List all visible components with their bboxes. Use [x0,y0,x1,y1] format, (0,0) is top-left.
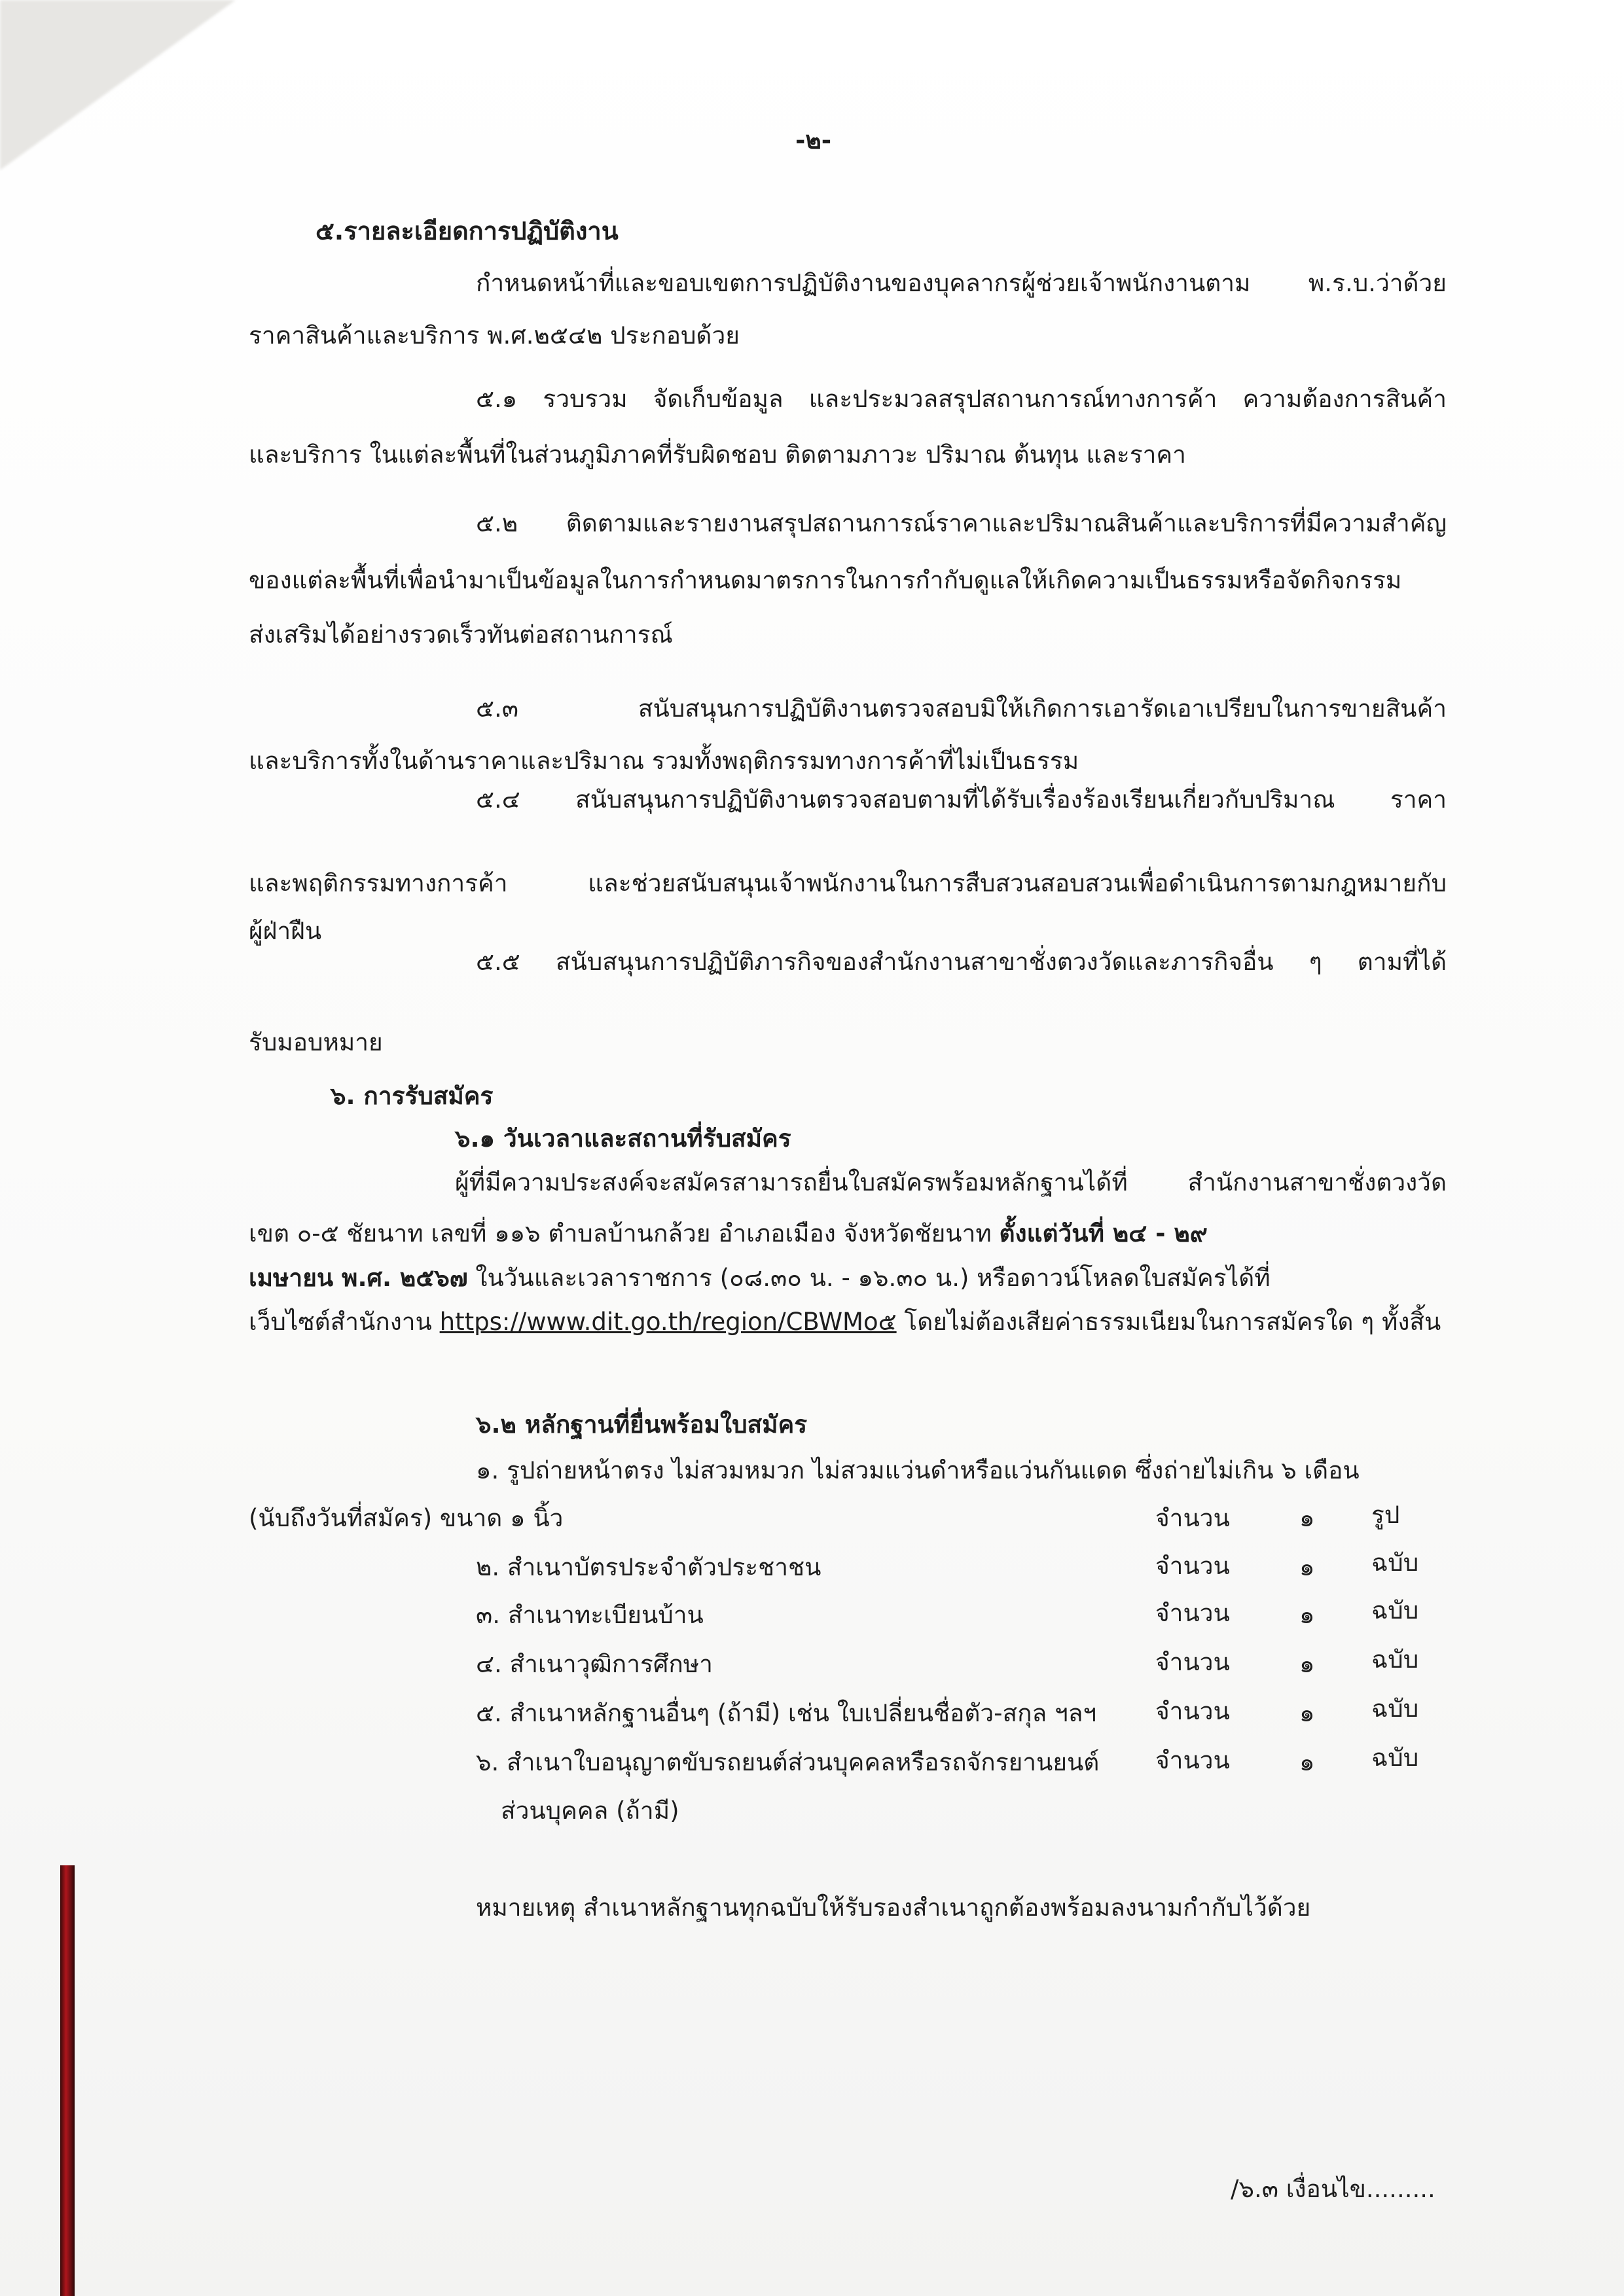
document-qty: ๑ [1299,1601,1315,1629]
document-qty: ๑ [1299,1699,1315,1727]
section-6-1-line4 [249,1306,1441,1338]
section-6-1-line3 [249,1262,1271,1295]
application-date-range: ตั้งแต่วันที่ ๒๔ - ๒๙ [999,1219,1208,1247]
document-qty: ๑ [1299,1504,1315,1532]
fee-note-text: โดยไม่ต้องเสียค่าธรรมเนียมในการสมัครใด ๆ ทั้งสิ้น [896,1308,1441,1336]
item-5-4-line3: ผู้ฝ่าฝืน [249,917,322,945]
document-item-text: ๒. สำเนาบัตรประจำตัวประชาชน [476,1553,821,1581]
office-hours-text: ในวันและเวลาราชการ (๐๘.๓๐ น. - ๑๖.๓๐ น.) หรือดาวน์โหลดใบสมัครได้ที่ [467,1264,1271,1292]
document-item-text: ๕. สำเนาหลักฐานอื่นๆ (ถ้ามี) เช่น ใบเปลี่ยนชื่อตัว-สกุล ฯลฯ [476,1699,1097,1727]
section-6-1-line1: ผู้ที่มีความประสงค์จะสมัครสามารถยื่นใบสมัครพร้อมหลักฐานได้ที่ สำนักงานสาขาชั่งตวงวัด [455,1168,1447,1196]
document-unit: รูป [1371,1501,1400,1529]
document-qty: ๑ [1299,1553,1315,1581]
address-text: เขต ๐-๕ ชัยนาท เลขที่ ๑๑๖ ตำบลบ้านกล้วย อำเภอเมือง จังหวัดชัยนาท [249,1219,1000,1247]
section-6-1-heading: ๖.๑ วันเวลาและสถานที่รับสมัคร [455,1124,791,1153]
document-item-text: ๖. สำเนาใบอนุญาตขับรถยนต์ส่วนบุคคลหรือรถจักรยานยนต์ [476,1748,1100,1776]
item-5-1-line2: และบริการ ในแต่ละพื้นที่ในส่วนภูมิภาคที่รับผิดชอบ ติดตามภาวะ ปริมาณ ต้นทุน และราคา [249,440,1186,469]
document-item-text: ๔. สำเนาวุฒิการศึกษา [476,1650,713,1678]
document-item-text: (นับถึงวันที่สมัคร) ขนาด ๑ นิ้ว [249,1504,564,1532]
note-text: หมายเหตุ สำเนาหลักฐานทุกฉบับให้รับรองสำเนาถูกต้องพร้อมลงนามกำกับไว้ด้วย [476,1893,1311,1922]
binding-edge [60,1865,75,2296]
document-qty: ๑ [1299,1748,1315,1776]
item-5-5-line1: ๕.๕ สนับสนุนการปฏิบัติภารกิจของสำนักงานสาขาชั่งตวงวัดและภารกิจอื่น ๆ ตามที่ได้ [476,948,1447,976]
document-qty-label: จำนวน [1155,1697,1230,1725]
page-number: -๒- [795,126,832,154]
item-5-4-line1: ๕.๔ สนับสนุนการปฏิบัติงานตรวจสอบตามที่ได้รับเรื่องร้องเรียนเกี่ยวกับปริมาณ ราคา [476,785,1447,814]
download-link[interactable]: https://www.dit.go.th/region/CBWMo๕ [439,1308,897,1336]
item-5-2-line3: ส่งเสริมได้อย่างรวดเร็วทันต่อสถานการณ์ [249,620,673,649]
document-qty-label: จำนวน [1155,1504,1230,1532]
item-5-2-line1: ๕.๒ ติดตามและรายงานสรุปสถานการณ์ราคาและปริมาณสินค้าและบริการที่มีความสำคัญ [476,509,1447,537]
item-5-3-line2: และบริการทั้งในด้านราคาและปริมาณ รวมทั้งพฤติกรรมทางการค้าที่ไม่เป็นธรรม [249,747,1079,775]
continued-footer: /๖.๓ เงื่อนไข......... [1231,2175,1435,2203]
section-5-intro-line2: ราคาสินค้าและบริการ พ.ศ.๒๕๔๒ ประกอบด้วย [249,321,740,350]
document-qty-label: จำนวน [1155,1599,1230,1627]
section-6-1-line2 [249,1217,1208,1250]
section-6-2-heading: ๖.๒ หลักฐานที่ยื่นพร้อมใบสมัคร [476,1410,808,1439]
document-6-line2: ส่วนบุคคล (ถ้ามี) [501,1797,679,1825]
application-month-year: เมษายน พ.ศ. ๒๕๖๗ [249,1264,468,1292]
section-6-heading: ๖. การรับสมัคร [331,1082,494,1110]
document-unit: ฉบับ [1371,1549,1419,1577]
item-5-3-line1: ๕.๓ สนับสนุนการปฏิบัติงานตรวจสอบมิให้เกิดการเอารัดเอาเปรียบในการขายสินค้า [476,694,1447,723]
website-label: เว็บไซต์สำนักงาน [249,1308,440,1336]
document-qty-label: จำนวน [1155,1552,1230,1580]
document-qty: ๑ [1299,1650,1315,1678]
document-1-line1: ๑. รูปถ่ายหน้าตรง ไม่สวมหมวก ไม่สวมแว่นดำหรือแว่นกันแดด ซึ่งถ่ายไม่เกิน ๖ เดือน [476,1456,1360,1484]
item-5-2-line2: ของแต่ละพื้นที่เพื่อนำมาเป็นข้อมูลในการกำหนดมาตรการในการกำกับดูแลให้เกิดความเป็นธรรมหรือจัดกิจกรรม [249,566,1402,594]
document-unit: ฉบับ [1371,1695,1419,1723]
document-unit: ฉบับ [1371,1744,1419,1772]
item-5-4-line2: และพฤติกรรมทางการค้า และช่วยสนับสนุนเจ้าพนักงานในการสืบสวนสอบสวนเพื่อดำเนินการตามกฎหมายกับ [249,869,1447,897]
document-unit: ฉบับ [1371,1596,1419,1624]
page-fold-shadow [0,0,236,170]
item-5-1-line1: ๕.๑ รวบรวม จัดเก็บข้อมูล และประมวลสรุปสถานการณ์ทางการค้า ความต้องการสินค้า [476,385,1447,413]
document-item-text: ๓. สำเนาทะเบียนบ้าน [476,1601,704,1629]
document-unit: ฉบับ [1371,1645,1419,1674]
section-5-intro-line1: กำหนดหน้าที่และขอบเขตการปฏิบัติงานของบุคลากรผู้ช่วยเจ้าพนักงานตาม พ.ร.บ.ว่าด้วย [476,269,1447,297]
document-qty-label: จำนวน [1155,1746,1230,1774]
section-5-heading: ๕.รายละเอียดการปฏิบัติงาน [316,217,619,245]
item-5-5-line2: รับมอบหมาย [249,1028,383,1056]
document-qty-label: จำนวน [1155,1648,1230,1676]
